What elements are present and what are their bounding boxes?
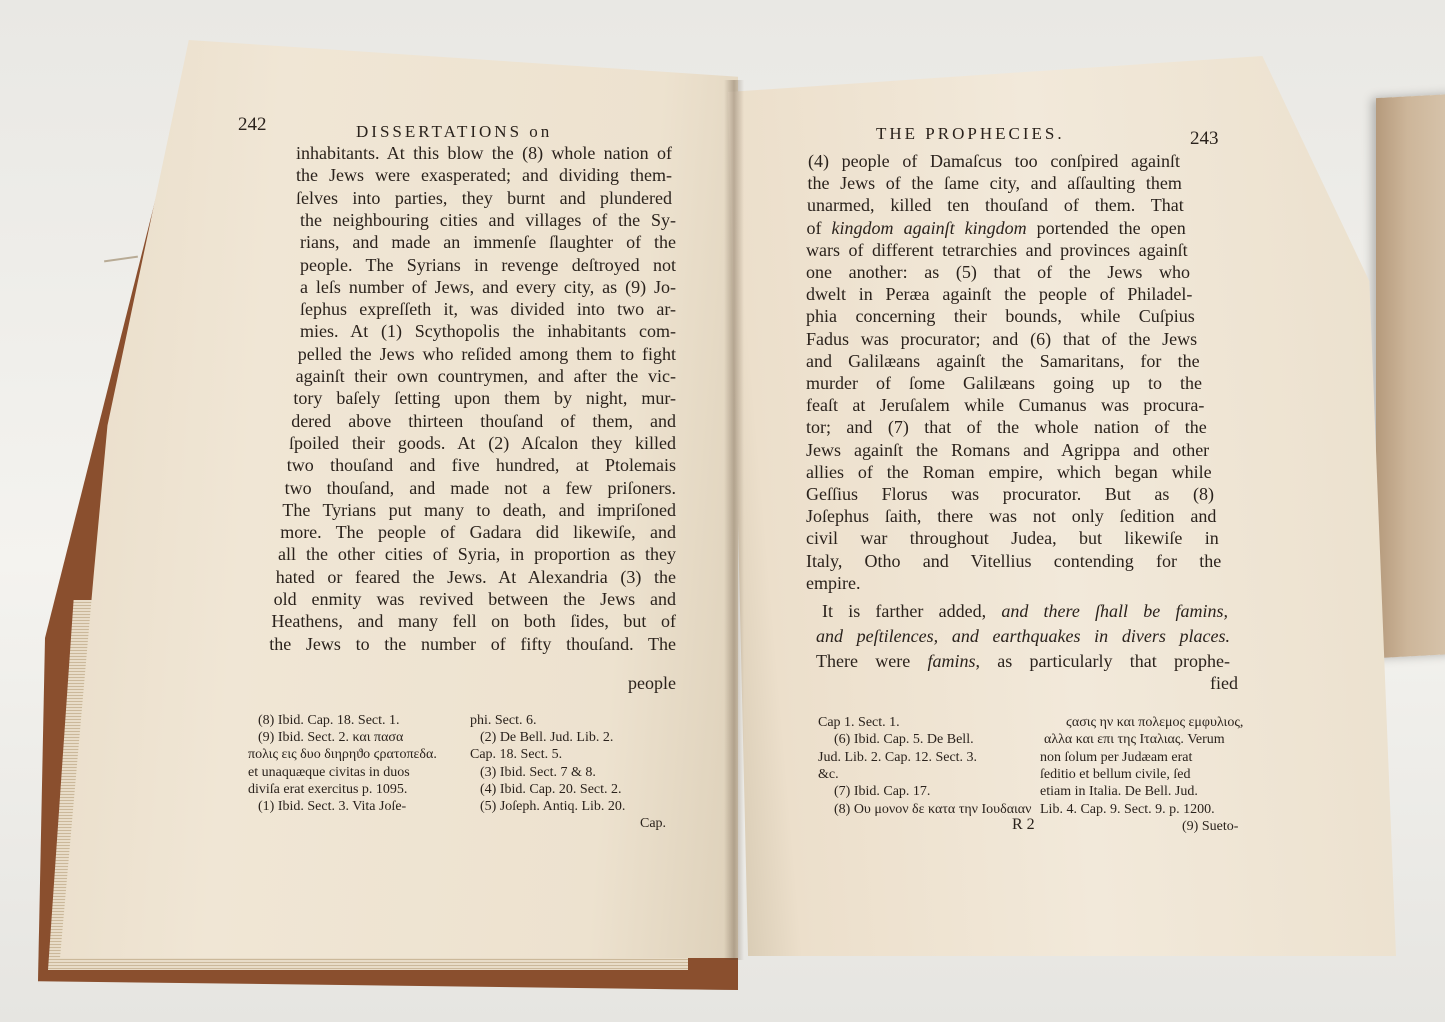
body-line: tor; and (7) that of the whole nation of the — [806, 417, 1207, 438]
body-line: Italy, Otho and Vitellius contending for the — [806, 550, 1222, 571]
body-line: againſt their own countrymen, and after the vic- — [295, 366, 676, 386]
body-line: people. The Syrians in revenge deſtroyed not — [300, 254, 676, 275]
body-line: Geſſius Florus was procurator. But as (8) — [806, 484, 1214, 504]
body-line: two thouſand and five hundred, at Ptolemais — [286, 455, 676, 476]
body-line: civil war throughout Judea, but likewiſe in — [806, 528, 1219, 549]
footnote-line: diviſa erat exercitus p. 1095. — [248, 781, 408, 797]
footnote-line: Cap. 18. Sect. 5. — [470, 747, 563, 763]
body-line: Joſephus ſaith, there was not only ſedition and — [806, 506, 1217, 527]
book-gutter — [724, 80, 744, 960]
footnote-line: Cap 1. Sect. 1. — [818, 715, 900, 730]
body-line: the Jews of the ſame city, and aſſaulting them — [807, 173, 1182, 194]
footnote-line: (4) Ibid. Cap. 20. Sect. 2. — [480, 781, 622, 797]
right-running-head: THE PROPHECIES. — [876, 124, 1065, 143]
footnote-line: πολις εις δυο διηρηϑο ϛρατοπεδα. — [248, 747, 437, 763]
body-line: the Jews were exasperated; and dividing them- — [296, 165, 672, 186]
body-line: mies. At (1) Scythopolis the inhabitants com- — [300, 321, 676, 342]
footnote-line: etiam in Italia. De Bell. Jud. — [1040, 784, 1198, 800]
footnote-line: Cap. — [640, 816, 667, 832]
left-page-number: 242 — [238, 114, 267, 135]
left-running-head: DISSERTATIONS on — [356, 122, 553, 141]
footnote-line: (8) Ου μονον δε κατα την Ιουδαιαν — [834, 801, 1032, 817]
adjacent-book — [1376, 94, 1445, 658]
footnote-catchword: (9) Sueto- — [1182, 819, 1239, 834]
footnote-line: et unaquæque civitas in duos — [248, 764, 410, 780]
footnote-line: αλλα και επι της Ιταλιας. Verum — [1044, 732, 1225, 748]
body-line: old enmity was revived between the Jews and — [273, 589, 676, 609]
footnote-line: (1) Ibid. Sect. 3. Vita Joſe- — [258, 799, 407, 814]
footnote-line: phi. Sect. 6. — [470, 713, 537, 728]
footnote-line: (9) Ibid. Sect. 2. και πασα — [258, 730, 404, 746]
body-line: ſpoiled their goods. At (2) Aſcalon they killed — [289, 432, 676, 453]
body-line: two thouſand, and made not a few priſoners. — [284, 477, 676, 498]
footnote-line: (6) Ibid. Cap. 5. De Bell. — [834, 732, 974, 748]
body-line: allies of the Roman empire, which began while — [806, 461, 1212, 482]
footnote-line: (8) Ibid. Cap. 18. Sect. 1. — [258, 713, 400, 728]
body-line: tory baſely ſetting upon them by night, mur- — [293, 388, 676, 409]
footnote-line: non ſolum per Judæam erat — [1040, 749, 1193, 765]
body-line: ſelves into parties, they burnt and plundered — [296, 187, 672, 208]
body-line: The Tyrians put many to death, and impriſoned — [282, 499, 676, 520]
body-line: dered above thirteen thouſand of them, and — [291, 410, 676, 431]
body-line: murder of ſome Galilæans going up to the — [806, 373, 1202, 393]
body-line: feaſt at Jeruſalem while Cumanus was procura- — [806, 395, 1205, 416]
footnote-line: (2) De Bell. Jud. Lib. 2. — [480, 730, 614, 746]
body-line: and peſtilences, and earthquakes in divers places. — [816, 626, 1230, 646]
body-line: empire. — [806, 572, 861, 593]
body-line: the Jews to the number of fifty thouſand. The — [269, 633, 676, 654]
body-line: It is farther added, and there ſhall be famins, — [822, 601, 1228, 621]
body-line: unarmed, killed ten thouſand of them. That — [807, 195, 1184, 216]
footnote-line: (3) Ibid. Sect. 7 & 8. — [480, 764, 596, 780]
body-line: hated or feared the Jews. At Alexandria (3) the — [275, 566, 676, 587]
footnote-line: Lib. 4. Cap. 9. Sect. 9. p. 1200. — [1040, 801, 1215, 817]
body-line: one another: as (5) that of the Jews who — [806, 262, 1190, 282]
body-line: phia concerning their bounds, while Cuſpius — [806, 306, 1195, 327]
body-line: pelled the Jews who reſided among them to fight — [297, 343, 676, 364]
footnote-line: (7) Ibid. Cap. 17. — [834, 784, 931, 800]
body-line: the neighbouring cities and villages of the Sy- — [300, 209, 676, 230]
body-line: inhabitants. At this blow the (8) whole nation of — [296, 143, 672, 163]
right-page-number: 243 — [1190, 128, 1219, 149]
body-line: There were famins, as particularly that prophe- — [816, 651, 1230, 671]
body-line: ſephus expreſſeth it, was divided into two ar- — [300, 299, 676, 320]
body-line: wars of different tetrarchies and provinces againſt — [806, 239, 1188, 260]
body-line: Jews againſt the Romans and Agrippa and other — [806, 439, 1210, 460]
footnote-line: Jud. Lib. 2. Cap. 12. Sect. 3. — [818, 749, 978, 765]
footnote-line: &c. — [818, 766, 839, 782]
body-line: all the other cities of Syria, in proportion as they — [278, 544, 676, 565]
body-line: and Galilæans againſt the Samaritans, for the — [806, 350, 1200, 371]
footnote-line: ϛασις ην και πολεμος εμφυλιος, — [1066, 715, 1244, 730]
body-line: Heathens, and many fell on both ſides, but of — [271, 611, 676, 632]
right-catchword: fied — [1210, 673, 1238, 693]
footnote-line: (5) Joſeph. Antiq. Lib. 20. — [480, 799, 626, 814]
body-line: of kingdom againſt kingdom portended the open — [806, 217, 1186, 238]
signature-mark: R 2 — [1012, 816, 1035, 833]
body-line: rians, and made an immenſe ſlaughter of the — [300, 232, 676, 253]
body-line: dwelt in Peræa againſt the people of Philadel- — [806, 284, 1193, 305]
body-line: more. The people of Gadara did likewiſe, and — [280, 522, 676, 543]
body-line: Fadus was procurator; and (6) that of the Jews — [806, 328, 1198, 349]
body-line: (4) people of Damaſcus too conſpired againſt — [808, 151, 1180, 171]
footnote-line: ſeditio et bellum civile, ſed — [1040, 766, 1191, 782]
body-line: a leſs number of Jews, and every city, as (9) Jo- — [300, 276, 676, 297]
left-catchword: people — [628, 673, 676, 693]
